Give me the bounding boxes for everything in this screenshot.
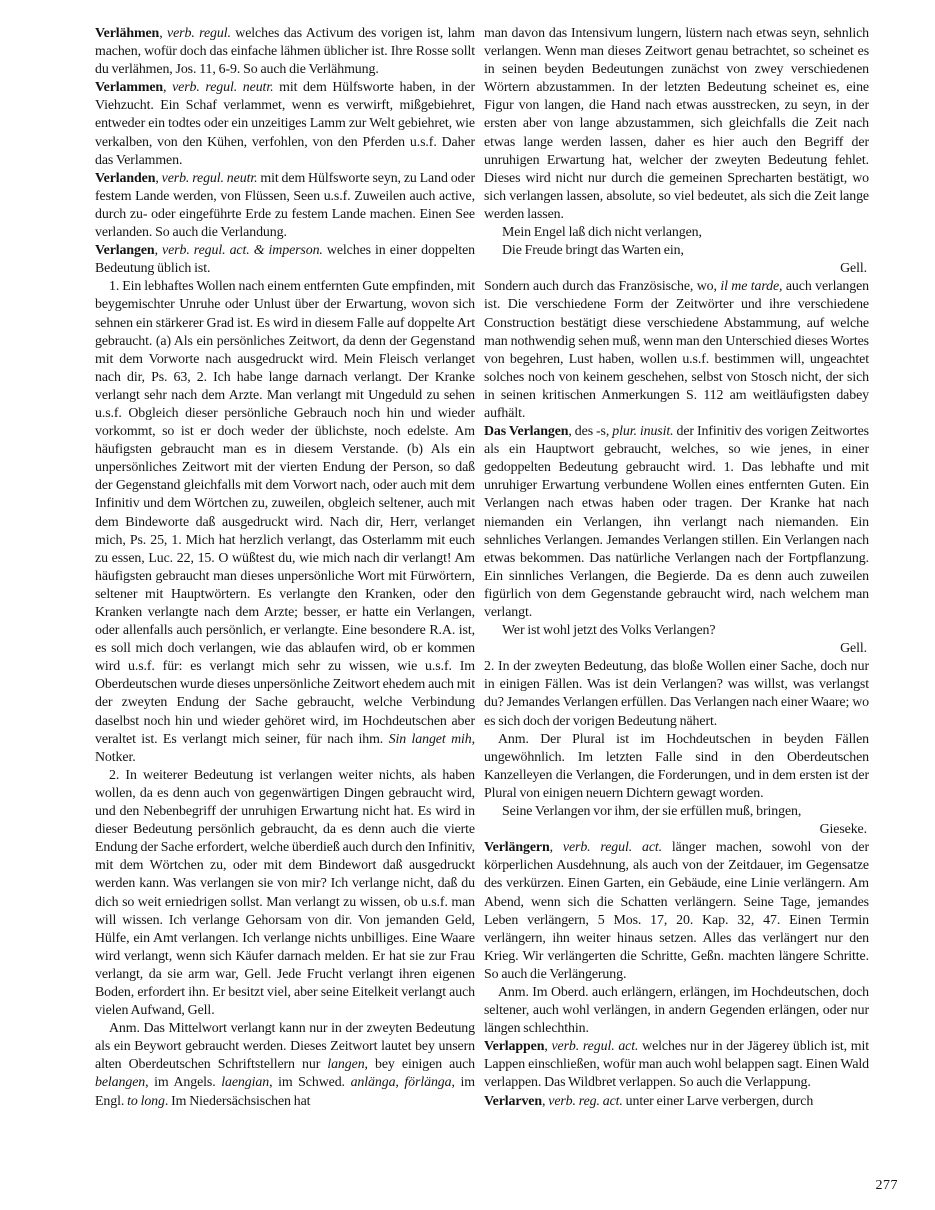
- italic-text: anlänga, förlänga: [350, 1075, 452, 1091]
- text-run: man davon das Intensivum lungern, lüstern nach etwas seyn, sehnlich verlangen. Wenn man dieses Zeitwort genau betrachtet, so scheinet es in seinen beyden Bedeutungen zunächst von zwey verschiedenen Wörtern abzustammen. In der letzten Bedeutung scheinet es, eine Figur von langen, die Hand nach etwas ausstrecken, zu seyn, in der ersten aber von lange abzustammen, sich gleichfalls die Zeit nach etwas lange werden lassen, daher es hier auch den Begriff der unruhigen Erwartung hat, welcher der zweyten Bedeutung fehlet. Dieses wird nicht nur durch die gemeinen Sprecharten bestätigt, wo sich verlangen lassen, absolute, so viel bedeutet, als sich die Zeit lange werden lassen.: [484, 26, 869, 222]
- dictionary-entry: [484, 1093, 869, 1111]
- headword: Verlappen: [484, 1039, 545, 1055]
- headword: Verlarven: [484, 1093, 542, 1109]
- text-run: , im Schwed.: [269, 1075, 351, 1091]
- text-run: unter einer Larve verbergen, durch: [622, 1093, 814, 1109]
- text-run: , bey einigen auch: [364, 1057, 475, 1073]
- text-run: Gell.: [840, 641, 867, 657]
- text-run: , Notker.: [95, 731, 475, 765]
- text-run: , auch verlangen ist. Die verschiedene Form der Zeitwörter und ihre verschiedene Construction bestätigt diese verschiedene Abstammung, auf welche man nothwendig sehen muß, wenn man den Unterschied dieses Wortes von begehren, Lust haben, wollen u.s.f. bestimmen will, ungeachtet solches noch von keinem geschehen, selbst von Stosch nicht, der sich in seinen kritischen Anmerkungen S. 112 am weitläufigsten dabey aufhält.: [484, 279, 870, 421]
- italic-text: verb. regul. neutr.: [161, 170, 258, 186]
- dictionary-entry: [484, 839, 869, 984]
- headword: Verlanden: [95, 170, 156, 186]
- text-run: ,: [163, 80, 173, 96]
- text-run: Anm. Das Mittelwort verlangt kann nur in der zweyten Bedeutung als ein Beywort gebraucht werden. Dieses Zeitwort lautet bey unsern alten Oberdeutschen Schriftstellern nur: [95, 1021, 475, 1073]
- body-paragraph: [484, 278, 869, 423]
- body-paragraph: [484, 658, 869, 730]
- text-run: 1. Ein lebhaftes Wollen nach einem entfernten Gute empfinden, mit beygemischter Unruhe oder Unlust über der Erwartung, wovon sich sehnen ein stärkerer Grad ist. Es wird in diesem Falle auf doppelte Art gebraucht. (a) Als ein persönliches Zeitwort, da denn der Gegenstand mit dem Vorworte nach ausgedruckt wird. Mein Fleisch verlanget nach dir, Ps. 63, 2. Ich habe lange darnach verlangt. Der Kranke verlangt sehr nach dem Arzte. Man verlangt mit Ungeduld zu sehen u.s.f. Obgleich dieser persönliche Gebrauch noch hin und wieder vorkommt, so ist er doch weder der üblichste, noch edelste. Am häufigsten gebraucht man es in diesem Verstande. (b) Als ein unpersönliches Zeitwort mit der vierten Endung der Person, so daß der Gegenstand gleichfalls mit dem Vorwort nach, oder auch mit dem Infinitiv und dem Wörtchen zu, zuweilen, obgleich seltener, auch mit dem Bindeworte daß ausgedruckt wird. Nach dir, Herr, verlanget mich, Ps. 25, 1. Mich hat herzlich verlangt, das Osterlamm mit euch zu essen, Luc. 22, 15. O wüßtest du, wie mich nach dir verlangt! Am häufigsten gebraucht man dieses unpersönliche Wort mit Fürwörtern, seltener mit Hauptwörtern. Es verlangte den Kranken, oder den Kranken verlangte nach dem Arzte; besser, er hatte ein Verlangen, oder allenfalls auch persönlich, er verlangte. Eine besondere R.A. ist, es soll mich doch verlangen, wie das ablaufen wird, ob er kommen wird u.s.f. für: es verlangt mich sehr zu wissen, wie u.s.f. Im Oberdeutschen wurde dieses unpersönliche Zeitwort ehedem auch mit der zweyten Endung der Sache gebraucht, welche Verbindung daselbst noch hin und wieder gehöret wird, im Hochdeutschen aber veraltet ist. Es verlangt mich seiner, für nach ihm.: [95, 279, 475, 747]
- body-paragraph: [484, 984, 869, 1038]
- page-number: 277: [875, 1178, 898, 1193]
- headword: Verlangen: [95, 243, 155, 259]
- body-paragraph: [95, 278, 475, 767]
- text-run: , im Angels.: [145, 1075, 222, 1091]
- text-run: Gell.: [840, 261, 867, 277]
- body-paragraph: [484, 731, 869, 803]
- body-paragraph: [95, 767, 475, 1020]
- italic-text: verb. regul.: [167, 26, 231, 41]
- italic-text: plur. inusit.: [612, 424, 674, 440]
- italic-text: verb. regul. neutr.: [172, 80, 274, 96]
- text-run: Anm. Im Oberd. auch erlängern, erlängen, im Hochdeutschen, doch seltener, auch wohl verlängen, in andern Gegenden erlängen, oder nur längen schlechthin.: [484, 984, 869, 1037]
- italic-text: Sin langet mih: [388, 731, 472, 747]
- italic-text: langen: [327, 1057, 365, 1073]
- text-run: Gieseke.: [819, 822, 867, 838]
- text-run: Die Freude bringt das Warten ein,: [502, 243, 684, 259]
- dictionary-entry: [95, 25, 475, 79]
- dictionary-entry: [95, 79, 475, 169]
- text-run: ,: [549, 840, 563, 856]
- text-run: . Im Niedersächsischen hat: [164, 1093, 311, 1109]
- text-run: der Infinitiv des vorigen Zeitwortes als ein Hauptwort gebraucht, welches, so wie jenes, in einer gedoppelten Bedeutung gebraucht wird. 1. Das lebhafte und mit unruhiger Erwartung verbundene Wollen eines entfernten Guten. Ein Verlangen nach etwas haben oder tragen. Der Kranke hat nach niemanden ein Verlangen, ihn verlangt nach niemanden. Ein sehnliches Verlangen. Jemandes Verlangen stillen. Ein Verlangen nach etwas bekommen. Das natürliche Verlangen nach der Fortpflanzung. Ein sinnliches Verlangen, die Begierde. Da es denn auch zuweilen figürlich von dem Gegenstande gebraucht wird, nach welchem man verlangt.: [484, 424, 869, 620]
- text-run: , des -s,: [568, 424, 613, 440]
- text-run: welches nur in der Jägerey üblich ist, mit Lappen einschließen, wofür man auch wohl belappen sagt. Einen Wald verlappen. Das Wildbret verlappen. So auch die Verlappung.: [484, 1039, 869, 1091]
- headword: Das Verlangen: [484, 424, 569, 440]
- text-run: ,: [154, 243, 163, 259]
- italic-text: verb. regul. act.: [562, 840, 663, 856]
- text-run: mit dem Hülfsworte haben, in der Viehzucht. Ein Schaf verlammet, wenn es verwirft, mißgebiehret, entweder ein todtes oder ein unzeitiges Lamm zur Welt gebiehret, wie verkalben, von den Kühen, verfohlen, von den Pferden u.s.f. Daher das Verlammen.: [95, 80, 475, 168]
- verse-line: [484, 803, 869, 821]
- text-run: Wer ist wohl jetzt des Volks Verlangen?: [502, 623, 716, 639]
- italic-text: laengian: [221, 1075, 270, 1091]
- attribution-line: [484, 260, 869, 278]
- text-run: Mein Engel laß dich nicht verlangen,: [502, 225, 702, 241]
- italic-text: to long: [127, 1093, 165, 1109]
- text-run: ,: [159, 26, 168, 41]
- verse-line: [484, 224, 869, 242]
- headword: Verlängern: [484, 840, 550, 856]
- attribution-line: [484, 821, 869, 839]
- body-paragraph: [484, 25, 869, 224]
- italic-text: verb. regul. act. & imperson.: [162, 243, 323, 259]
- text-run: welches das Activum des vorigen ist, lahm machen, wofür doch das einfache lähmen üblicher ist. Ihre Rosse sollt du verlähmen, Jos. 11, 6-9. So auch die Verlähmung.: [95, 26, 475, 78]
- text-run: Seine Verlangen vor ihm, der sie erfüllen muß, bringen,: [502, 804, 802, 820]
- headword: Verlähmen: [95, 26, 160, 41]
- dictionary-entry: [484, 1038, 869, 1092]
- verse-line: [484, 622, 869, 640]
- text-run: 2. In weiterer Bedeutung ist verlangen weiter nichts, als haben wollen, da es denn auch von gegenwärtigen Dingen gebraucht wird, und den Nebenbegriff der unruhigen Erwartung nicht hat. Es wird in dieser Bedeutung persönlich gebraucht, da es denn auch die vierte Endung der Sache erfordert, welche überdieß auch durch den Infinitiv, mit dem Wörtchen zu, oder mit dem Bindewort daß ausgedruckt werden kann. Was verlangen sie von mir? Ich verlange nicht, daß du dich so weit erniedrigen sollst. Man verlangt zu wissen, ob u.s.f. man will wissen. Ich verlange Gehorsam von dir. Von jemanden Geld, Hülfe, ein Amt verlangen. Ich verlange nichts unbilliges. Eine Waare wird verlangt, wenn sich Käufer darnach melden. Er hat sie zur Frau verlangt, da sie arm war, Gell. Jede Frucht verlangt ihren eigenen Boden, erfordert ihn. Er besitzt viel, aber seine Eitelkeit verlangt auch vielen Aufwand, Gell.: [95, 767, 475, 1019]
- headword: Verlammen: [95, 80, 164, 96]
- text-run: , im Engl.: [95, 1075, 475, 1109]
- italic-text: belangen: [95, 1075, 146, 1091]
- column-left: [95, 25, 475, 1111]
- dictionary-entry: [95, 242, 475, 278]
- text-run: ,: [155, 170, 162, 186]
- italic-text: il me tarde: [720, 279, 780, 295]
- body-paragraph: [95, 1020, 475, 1110]
- text-run: Sondern auch durch das Französische, wo,: [484, 279, 721, 295]
- text-run: welches in einer doppelten Bedeutung üblich ist.: [95, 243, 475, 277]
- italic-text: verb. reg. act.: [548, 1093, 623, 1109]
- column-right: [484, 25, 869, 1111]
- text-run: länger machen, sowohl von der körperlichen Ausdehnung, als auch von der Zeitdauer, im Gegensatze des verkürzen. Einen Garten, ein Gebäude, eine Linie verlängern. Am Abend, wenn sich die Schatten verlängern. Seine Tage, jemandes Leben verlängern, 5 Mos. 17, 20. Kap. 32, 47. Einen Termin verlängern, ihn weiter hinaus setzen. Alles das verlängert nur den Krieg. Wir verlängerten die Schritte, Geßn. machten längere Schritte. So auch die Verlängerung.: [484, 840, 869, 982]
- text-run: mit dem Hülfsworte seyn, zu Land oder festem Lande werden, von Flüssen, Seen u.s.f. Zuweilen auch active, durch zu- oder eingeführte Erde zu festem Lande machen. Einen See verlanden. So auch die Verlandung.: [95, 170, 475, 241]
- dictionary-entry: [95, 170, 475, 242]
- attribution-line: [484, 640, 869, 658]
- verse-line: [484, 242, 869, 260]
- text-run: Anm. Der Plural ist im Hochdeutschen in beyden Fällen ungewöhnlich. Im letzten Falle sind in den Oberdeutschen Kanzelleyen die Verlangen, die Forderungen, und in dem ersten ist der Plural von einigen neuern Dichtern gewagt worden.: [484, 731, 869, 801]
- text-run: 2. In der zweyten Bedeutung, das bloße Wollen einer Sache, doch nur in einigen Fällen. Was ist dein Verlangen? was willst, was verlangst du? Jemandes Verlangen erfüllen. Das Verlangen nach einer Waare; wo es sich doch der vorigen Bedeutung nähert.: [484, 659, 869, 729]
- text-run: ,: [542, 1093, 549, 1109]
- text-run: ,: [544, 1039, 552, 1055]
- italic-text: verb. regul. act.: [551, 1039, 639, 1055]
- dictionary-entry: [484, 423, 869, 622]
